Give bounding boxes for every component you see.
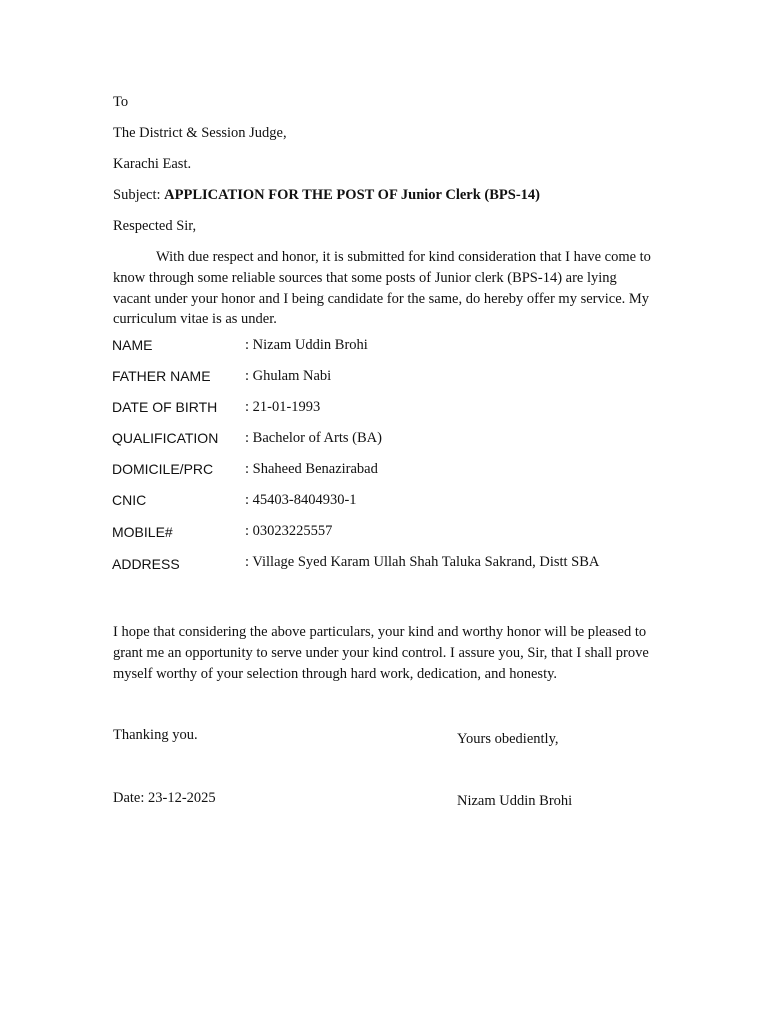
field-label-qualification: QUALIFICATION <box>112 430 219 446</box>
subject-text: APPLICATION FOR THE POST OF Junior Clerk (BPS-14) <box>164 187 540 203</box>
signature-name: Nizam Uddin Brohi <box>457 793 573 809</box>
field-label-domicile: DOMICILE/PRC <box>112 461 214 477</box>
to-line: To <box>113 94 129 110</box>
subject-prefix: Subject: <box>113 187 165 203</box>
recipient-location: Karachi East. <box>113 156 192 172</box>
recipient-title: The District & Session Judge, <box>113 125 287 141</box>
field-value-address: : Village Syed Karam Ullah Shah Taluka Sakrand, Distt SBA <box>245 554 600 570</box>
intro-paragraph <box>113 247 658 330</box>
thanks-line: Thanking you. <box>113 727 198 743</box>
field-label-date-of-birth: DATE OF BIRTH <box>112 399 218 415</box>
field-value-qualification: : Bachelor of Arts (BA) <box>245 430 382 446</box>
field-label-name: NAME <box>112 337 153 353</box>
salutation: Respected Sir, <box>113 218 197 234</box>
intro-paragraph-text: With due respect and honor, it is submitted for kind consideration that I have come to know through some reliable sources that some posts of Junior clerk (BPS-14) are lying vacant under your honor and I being candidate for the same, do hereby offer my service. My curriculum vitae is as under. <box>113 249 651 328</box>
yours-obediently: Yours obediently, <box>457 731 559 747</box>
field-value-domicile: : Shaheed Benazirabad <box>245 461 378 477</box>
field-label-cnic: CNIC <box>112 492 147 508</box>
field-label-mobile: MOBILE# <box>112 524 173 540</box>
field-value-name: : Nizam Uddin Brohi <box>245 337 368 353</box>
field-value-mobile: : 03023225557 <box>245 523 333 539</box>
date-line: Date: 23-12-2025 <box>113 790 216 806</box>
field-value-father-name: : Ghulam Nabi <box>245 368 332 384</box>
field-value-date-of-birth: : 21-01-1993 <box>245 399 321 415</box>
field-label-address: ADDRESS <box>112 556 180 572</box>
field-label-father-name: FATHER NAME <box>112 368 211 384</box>
subject-line <box>113 186 540 204</box>
field-value-cnic: : 45403-8404930-1 <box>245 492 357 508</box>
closing-paragraph: I hope that considering the above particulars, your kind and worthy honor will be pleased to grant me an opportunity to serve under your kind control. I assure you, Sir, that I shall prove myself worthy of your selection through hard work, dedication, and honesty. <box>113 624 649 682</box>
